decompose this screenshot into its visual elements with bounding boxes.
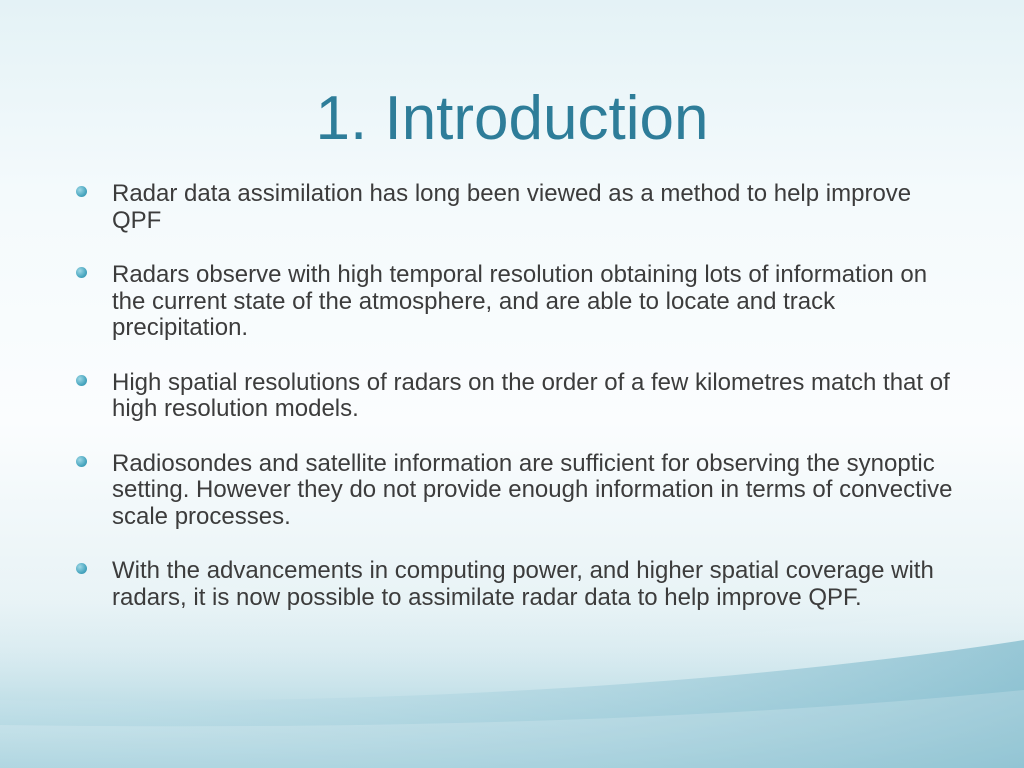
bullet-dot-icon xyxy=(76,456,87,467)
bullet-text: Radiosondes and satellite information are sufficient for observing the synoptic setting. However they do not provide enough information in terms of convective scale processes. xyxy=(112,449,953,530)
bullet-item xyxy=(74,181,954,234)
bullet-dot-icon xyxy=(76,267,87,278)
bullet-dot-icon xyxy=(76,375,87,386)
bullet-text: Radars observe with high temporal resolution obtaining lots of information on the current state of the atmosphere, and are able to locate and track precipitation. xyxy=(112,261,928,341)
bullet-dot-icon xyxy=(76,563,87,574)
bullet-item xyxy=(74,262,954,342)
bullet-item xyxy=(74,558,954,611)
bullet-item xyxy=(74,370,954,423)
bullet-text: With the advancements in computing power, and higher spatial coverage with radars, it is now possible to assimilate radar data to help improve QPF. xyxy=(112,557,934,611)
bullet-list xyxy=(74,181,954,639)
bullet-dot-icon xyxy=(76,186,87,197)
bullet-text: High spatial resolutions of radars on the order of a few kilometres match that of high resolution models. xyxy=(112,368,950,422)
bullet-item xyxy=(74,451,954,531)
slide-title: 1. Introduction xyxy=(315,84,709,153)
bullet-text: Radar data assimilation has long been viewed as a method to help improve QPF xyxy=(112,180,912,234)
